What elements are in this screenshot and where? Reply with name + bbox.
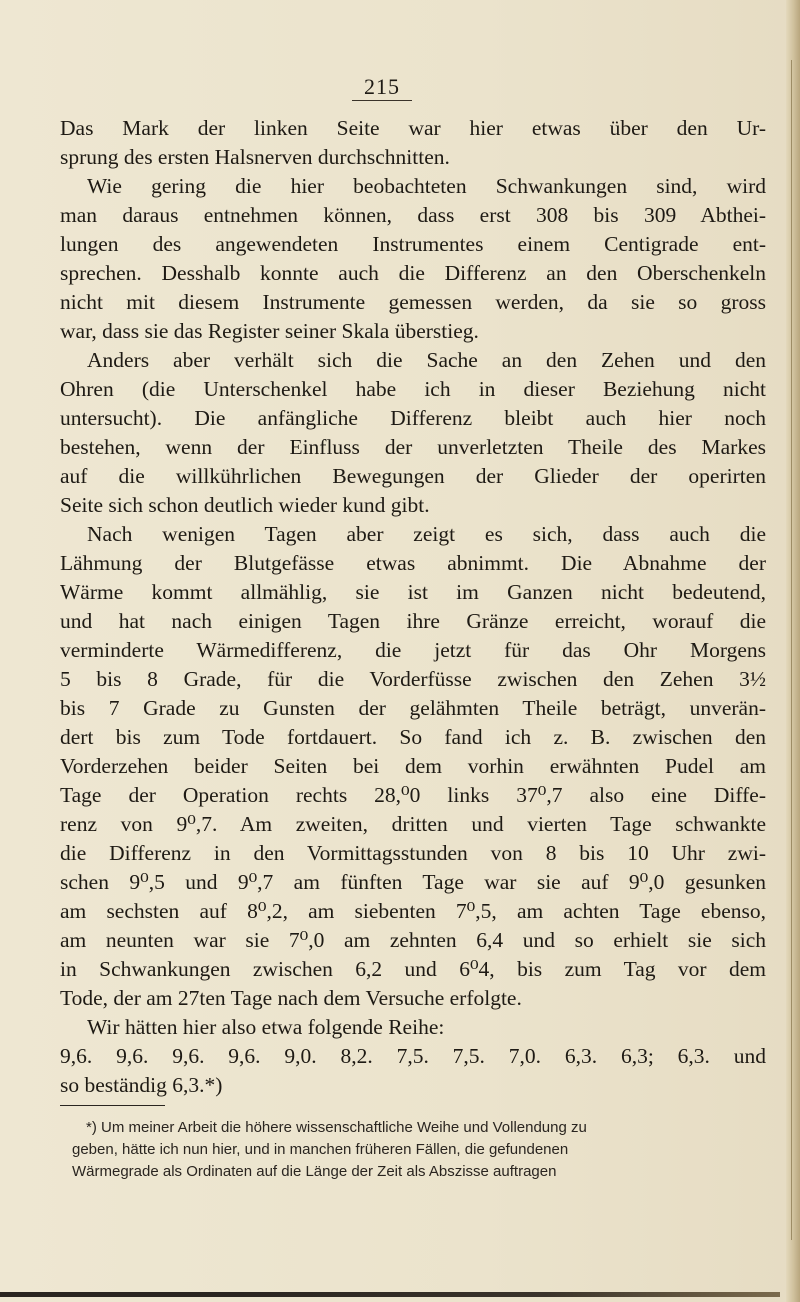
page-number-underline bbox=[352, 100, 412, 101]
text-line: am neunten war sie 7⁰,0 am zehnten 6,4 und so erhielt sie sich bbox=[60, 928, 766, 952]
footnote-line: geben, hätte ich nun hier, und in manchen früheren Fällen, die gefundenen bbox=[72, 1141, 569, 1158]
text-line: war, dass sie das Register seiner Skala überstieg. bbox=[60, 319, 479, 343]
text-line: Nach wenigen Tagen aber zeigt es sich, dass auch die bbox=[87, 522, 766, 546]
text-line: bis 7 Grade zu Gunsten der gelähmten Theile beträgt, unverän- bbox=[60, 696, 766, 720]
text-line: Das Mark der linken Seite war hier etwas über den Ur- bbox=[60, 116, 766, 140]
text-line: so beständig 6,3.*) bbox=[60, 1073, 223, 1097]
text-line: untersucht). Die anfängliche Differenz bleibt auch hier noch bbox=[60, 406, 766, 430]
text-line: verminderte Wärmedifferenz, die jetzt für das Ohr Morgens bbox=[60, 638, 766, 662]
footnote-divider bbox=[60, 1105, 165, 1106]
text-line: auf die willkührlichen Bewegungen der Glieder der operirten bbox=[60, 464, 766, 488]
text-line: Ohren (die Unterschenkel habe ich in dieser Beziehung nicht bbox=[60, 377, 766, 401]
page-edge-line bbox=[791, 60, 792, 1240]
text-line: Lähmung der Blutgefässe etwas abnimmt. Die Abnahme der bbox=[60, 551, 766, 575]
text-line: am sechsten auf 8⁰,2, am siebenten 7⁰,5, am achten Tage ebenso, bbox=[60, 899, 766, 923]
text-line: lungen des angewendeten Instrumentes einem Centigrade ent- bbox=[60, 232, 766, 256]
footnote-line: *) Um meiner Arbeit die höhere wissenschaftliche Weihe und Vollendung zu bbox=[86, 1119, 587, 1136]
text-line: 5 bis 8 Grade, für die Vorderfüsse zwischen den Zehen 3½ bbox=[60, 667, 766, 691]
text-line: Wie gering die hier beobachteten Schwankungen sind, wird bbox=[87, 174, 766, 198]
page-bottom-edge bbox=[0, 1292, 780, 1297]
text-line: man daraus entnehmen können, dass erst 308 bis 309 Abthei- bbox=[60, 203, 766, 227]
text-line: Anders aber verhält sich die Sache an den Zehen und den bbox=[87, 348, 766, 372]
text-line: Tode, der am 27ten Tage nach dem Versuche erfolgte. bbox=[60, 986, 522, 1010]
page-edge-shadow bbox=[786, 0, 800, 1302]
text-line: renz von 9⁰,7. Am zweiten, dritten und vierten Tage schwankte bbox=[60, 812, 766, 836]
text-line: dert bis zum Tode fortdauert. So fand ich z. B. zwischen den bbox=[60, 725, 766, 749]
text-line: die Differenz in den Vormittagsstunden von 8 bis 10 Uhr zwi- bbox=[60, 841, 766, 865]
text-line: und hat nach einigen Tagen ihre Gränze erreicht, worauf die bbox=[60, 609, 766, 633]
text-line: sprechen. Desshalb konnte auch die Differenz an den Oberschenkeln bbox=[60, 261, 766, 285]
page-number: 215 bbox=[364, 74, 400, 99]
text-line: Wir hätten hier also etwa folgende Reihe: bbox=[87, 1015, 445, 1039]
text-line: schen 9⁰,5 und 9⁰,7 am fünften Tage war sie auf 9⁰,0 gesunken bbox=[60, 870, 766, 894]
text-line: Wärme kommt allmählig, sie ist im Ganzen nicht bedeutend, bbox=[60, 580, 766, 604]
text-line: bestehen, wenn der Einfluss der unverletzten Theile des Markes bbox=[60, 435, 766, 459]
text-line: Tage der Operation rechts 28,⁰0 links 37⁰,7 also eine Diffe- bbox=[60, 783, 766, 807]
footnote-line: Wärmegrade als Ordinaten auf die Länge der Zeit als Abszisse auftragen bbox=[72, 1163, 557, 1180]
text-line: sprung des ersten Halsnerven durchschnitten. bbox=[60, 145, 450, 169]
data-series-line: 9,6. 9,6. 9,6. 9,6. 9,0. 8,2. 7,5. 7,5. 7,0. 6,3. 6,3; 6,3. und bbox=[60, 1044, 766, 1068]
body-text bbox=[60, 114, 766, 1100]
text-line: Vorderzehen beider Seiten bei dem vorhin erwähnten Pudel am bbox=[60, 754, 766, 778]
text-line: Seite sich schon deutlich wieder kund gibt. bbox=[60, 493, 430, 517]
text-line: nicht mit diesem Instrumente gemessen werden, da sie so gross bbox=[60, 290, 766, 314]
footnote bbox=[72, 1117, 766, 1183]
text-line: in Schwankungen zwischen 6,2 und 6⁰4, bis zum Tag vor dem bbox=[60, 957, 766, 981]
